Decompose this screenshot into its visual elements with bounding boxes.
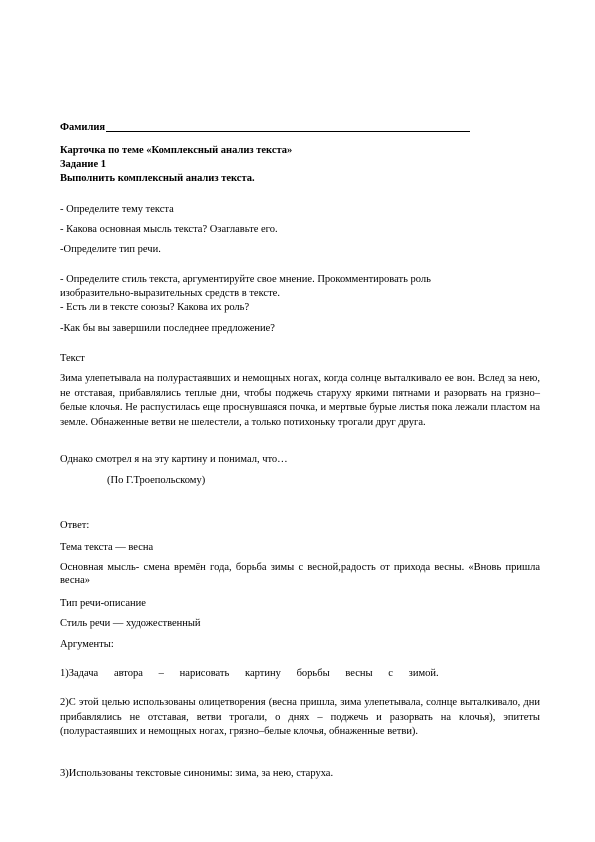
answer-style: Стиль речи — художественный [60,618,201,629]
text-label: Текст [60,353,85,364]
answer-argument-1: 1)Задача автора – нарисовать картину борьбы весны с зимой. [60,668,439,679]
answer-argument-2: 2)С этой целью использованы олицетворения (весна пришла, зима улепетывала, солнце выталкивало, дни прибавлялись не отставая, ветви трогали, о днях – поджечь и разорвать на клочья), эпитеты (полурастаявших и немощных ногах, грязно–белые клочья, обнаженные ветви). [60,697,540,737]
text-attribution: (По Г.Троепольскому) [107,475,206,486]
answer-argument-3: 3)Использованы текстовые синонимы: зима, за нею, старуха. [60,768,334,779]
answer-speech-type: Тип речи-описание [60,598,146,609]
question-speech-type: -Определите тип речи. [60,244,161,255]
task-number: Задание 1 [60,159,106,170]
question-topic: - Определите тему текста [60,204,174,215]
question-conjunctions: - Есть ли в тексте союзы? Какова их роль? [60,302,250,313]
answer-label: Ответ: [60,520,90,531]
answer-theme: Тема текста — весна [60,542,154,553]
answer-main-idea: Основная мысль- смена времён года, борьба зимы с весной,радость от прихода весны. «Вновь пришла весна» [60,562,540,586]
task-instruction: Выполнить комплексный анализ текста. [60,173,255,184]
question-style-line2: изобразительно-выразительных средств в тексте. [60,288,280,299]
question-main-idea: - Какова основная мысль текста? Озаглавьте его. [60,224,278,235]
card-title: Карточка по теме «Комплексный анализ текста» [60,145,293,156]
text-paragraph: Зима улепетывала на полурастаявших и немощных ногах, когда солнце выталкивало ее вон. Вслед за нею, не отставая, прибавлялись теплые дни, чтобы поджечь старуху яркими пятнами и разорвать на грязно–белые клочья. Не распустилась еще проснувшаяся почка, и мертвые бурые листья пока лежали пластом на земле. Обнаженные ветви не шелестели, а только потихоньку трогали друг друга. [60,373,540,428]
text-last-sentence: Однако смотрел я на эту картину и понимал, что… [60,454,288,465]
surname-label: Фамилия [60,122,106,133]
surname-input-line[interactable] [106,131,470,132]
answer-arguments-label: Аргументы: [60,639,114,650]
question-ending: -Как бы вы завершили последнее предложение? [60,323,275,334]
question-style-line1: - Определите стиль текста, аргументируйте свое мнение. Прокомментировать роль [60,274,431,285]
